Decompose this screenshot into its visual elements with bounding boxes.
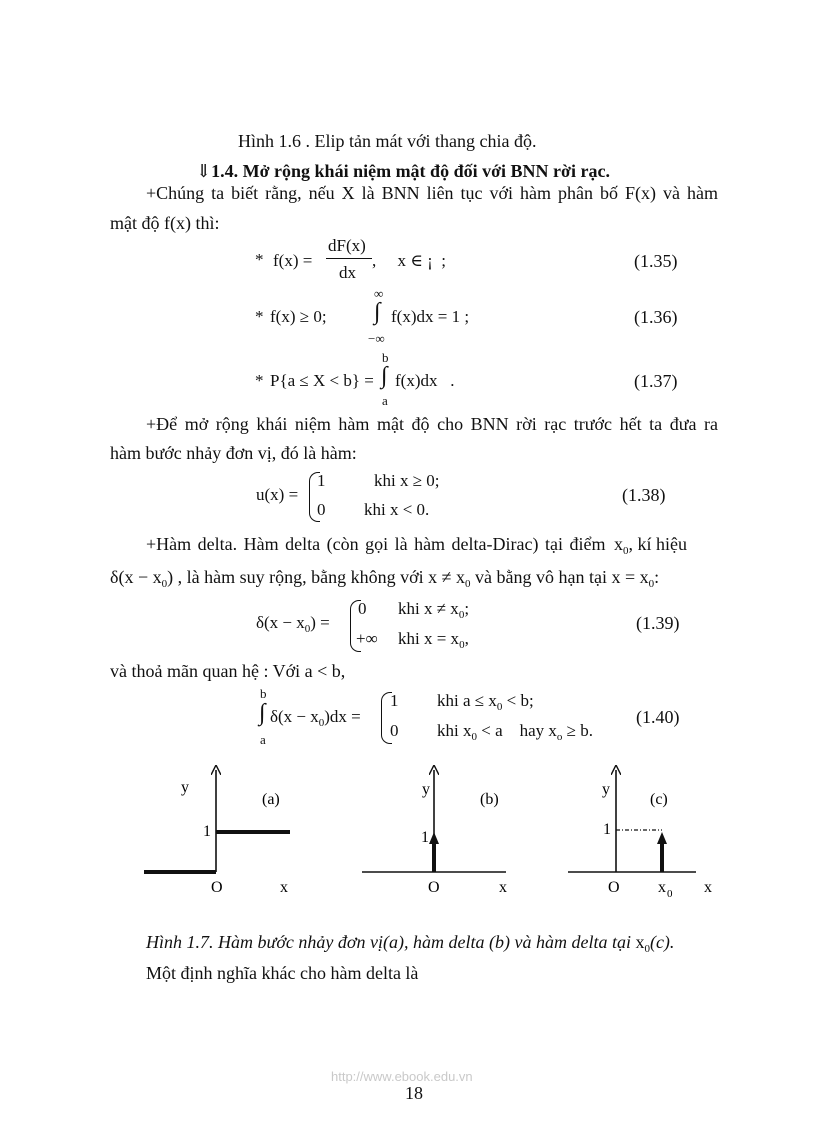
eq39-lhs-b: ) = <box>310 613 330 632</box>
eq37-integral-sign: ∫ <box>381 363 388 389</box>
eq40-case1-value: 1 <box>390 691 399 710</box>
eq38-case2-value: 0 <box>317 500 326 519</box>
paragraph-3-line-2 <box>110 566 659 595</box>
page-number: 18 <box>405 1083 423 1103</box>
eq40-case1-cond-a: khi a ≤ x <box>437 691 497 710</box>
paragraph-3-text-d: và bằng vô hạn tại x = <box>475 567 636 587</box>
eq40-lower-limit: a <box>260 732 266 747</box>
eq37-star: * <box>255 371 264 390</box>
eq35-star: * <box>255 250 264 269</box>
eq39-case1-subscript: 0 <box>458 609 465 621</box>
eq37-number: (1.37) <box>634 371 678 391</box>
eq40-lhs-subscript: 0 <box>318 717 325 729</box>
eq39-number: (1.39) <box>636 613 680 633</box>
eq39-lhs-subscript: 0 <box>304 623 311 635</box>
panel-c-y-label: y <box>602 781 610 798</box>
eq40-case2-condition <box>437 720 593 748</box>
paragraph-3-text-a: +Hàm delta. Hàm delta (còn gọi là hàm delta-Dirac) tại điểm <box>146 534 606 554</box>
eq39-lhs-a: δ(x − x <box>256 613 305 632</box>
panel-a-unit-step <box>144 770 290 896</box>
watermark-url: http://www.ebook.edu.vn <box>331 1069 473 1084</box>
eq39-case1-cond-a: khi x ≠ x <box>398 599 459 618</box>
paragraph-3-line-1 <box>146 533 687 562</box>
section-title: 1.4. Mở rộng khái niệm mật độ đối với BNN rời rạc. <box>211 161 610 181</box>
eq39-case2-condition <box>398 628 469 656</box>
panel-c-tick: 1 <box>603 821 611 838</box>
eq38-case1-value: 1 <box>317 471 326 490</box>
eq38-case1-condition: khi x ≥ 0; <box>374 471 440 490</box>
eq37-lower-limit: a <box>382 393 388 408</box>
eq40-case1-condition <box>437 690 534 718</box>
eq40-case2-cond-c: ≥ b. <box>566 721 594 740</box>
eq40-case2-subscript-o: o <box>556 731 563 743</box>
paragraph-2-line-1: +Để mở rộng khái niệm hàm mật độ cho BNN rời rạc trước hết ta đưa ra <box>146 414 718 434</box>
paragraph-1-line-2: mật độ f(x) thì: <box>110 213 220 233</box>
paragraph-5: Một định nghĩa khác cho hàm delta là <box>146 963 419 983</box>
panel-c-x0: x <box>658 879 666 896</box>
not-equal-expression: x ≠ x <box>428 567 466 587</box>
eq38-lhs: u(x) = <box>256 485 299 504</box>
paragraph-2-line-2: hàm bước nhảy đơn vị, đó là hàm: <box>110 443 357 463</box>
delta-point-x: x <box>613 534 623 554</box>
panel-a-tick: 1 <box>203 823 211 840</box>
panel-a-y-label: y <box>181 779 189 796</box>
eq35-number: (1.35) <box>634 251 678 271</box>
eq39-case2-cond-a: khi x = x <box>398 629 460 648</box>
panel-c-label: (c) <box>650 791 668 808</box>
panel-c-x0-subscript: 0 <box>667 888 673 900</box>
eq36-lhs: f(x) ≥ 0; <box>270 307 327 326</box>
figure-caption <box>146 931 674 960</box>
eq39-case1-cond-b: ; <box>464 599 470 618</box>
eq37-upper-limit: b <box>382 350 389 365</box>
paragraph-4: và thoả mãn quan hệ : Với a < b, <box>110 661 346 681</box>
eq36-integral-sign: ∫ <box>374 299 381 325</box>
eq40-upper-limit: b <box>260 686 267 701</box>
eq36-star: * <box>255 307 264 326</box>
eq40-integral-sign: ∫ <box>259 700 266 726</box>
eq38-case2-condition: khi x < 0. <box>364 500 430 519</box>
eq35-denominator: dx <box>339 263 356 282</box>
section-heading <box>196 160 610 182</box>
eq36-number: (1.36) <box>634 307 678 327</box>
paragraph-3-text-b: , kí hiệu <box>628 534 687 554</box>
figure-caption-x: x <box>635 932 645 952</box>
previous-figure-caption: Hình 1.6 . Elip tản mát với thang chia độ. <box>238 131 537 151</box>
eq36-body: f(x)dx = 1 ; <box>391 307 470 326</box>
eq40-case1-subscript: 0 <box>496 701 503 713</box>
paragraph-1-line-1: +Chúng ta biết rằng, nếu X là BNN liên tục với hàm phân bố F(x) và hàm <box>146 183 718 203</box>
delta-point-subscript: 0 <box>622 545 629 557</box>
eq35-tail: , x ∈ ¡ ; <box>372 251 446 270</box>
point-x: x <box>639 567 649 587</box>
panel-b-x-label: x <box>499 879 507 896</box>
eq39-lhs <box>256 612 330 640</box>
eq37-body: f(x)dx . <box>395 371 455 390</box>
panel-b-delta <box>362 770 507 896</box>
delta-notation: δ(x − x <box>110 567 162 587</box>
panel-a-origin: O <box>211 879 223 896</box>
panel-b-delta-arrowhead <box>429 832 439 844</box>
eq40-case1-cond-b: < b; <box>506 691 534 710</box>
point-x-subscript: 0 <box>648 578 655 590</box>
figure-caption-text-a: Hình 1.7. Hàm bước nhảy đơn vị(a), hàm delta (b) và hàm delta tại <box>146 932 631 952</box>
panel-c-shifted-delta <box>568 770 712 900</box>
panel-c-x-label: x <box>704 879 712 896</box>
figure-caption-text-b: (c). <box>649 932 675 952</box>
eq39-case2-subscript: 0 <box>459 639 465 651</box>
panel-b-y-label: y <box>422 781 430 798</box>
panel-b-origin: O <box>428 879 440 896</box>
eq38-number: (1.38) <box>622 485 666 505</box>
eq36-upper-limit: ∞ <box>374 286 384 301</box>
eq39-case2-value: +∞ <box>356 629 378 648</box>
not-equal-subscript: 0 <box>465 578 471 590</box>
eq40-number: (1.40) <box>636 707 680 727</box>
eq40-case2-subscript-a: 0 <box>471 731 477 743</box>
eq40-case2-cond-b: < a hay x <box>481 721 557 740</box>
eq35-fraction-bar <box>326 258 372 259</box>
paragraph-3-colon: : <box>654 567 660 587</box>
eq40-lhs <box>270 706 361 734</box>
panel-a-x-label: x <box>280 879 288 896</box>
eq39-case1-value: 0 <box>358 599 367 618</box>
paragraph-3-text-c: ) , là hàm suy rộng, bằng không với <box>167 567 424 587</box>
eq40-lhs-b: )dx = <box>324 707 361 726</box>
panel-a-label: (a) <box>262 791 280 808</box>
panel-b-label: (b) <box>480 791 499 808</box>
panel-c-delta-arrowhead <box>657 832 667 844</box>
eq39-case1-condition <box>398 598 469 626</box>
panel-c-origin: O <box>608 879 620 896</box>
eq37-lhs: P{a ≤ X < b} = <box>270 371 374 390</box>
eq36-lower-limit: −∞ <box>368 331 385 346</box>
delta-notation-subscript: 0 <box>161 578 168 590</box>
figure-caption-subscript: 0 <box>644 943 650 955</box>
eq35-numerator: dF(x) <box>328 236 366 255</box>
down-arrow-icon: ⇓ <box>196 161 212 181</box>
eq40-case2-value: 0 <box>390 721 399 740</box>
panel-b-tick: 1 <box>421 829 429 846</box>
eq40-case2-cond-a: khi x <box>437 721 472 740</box>
figure-1-7 <box>130 760 730 910</box>
eq40-lhs-a: δ(x − x <box>270 707 319 726</box>
eq35-lhs: f(x) = <box>273 251 313 270</box>
eq39-case2-cond-b: , <box>464 629 469 648</box>
